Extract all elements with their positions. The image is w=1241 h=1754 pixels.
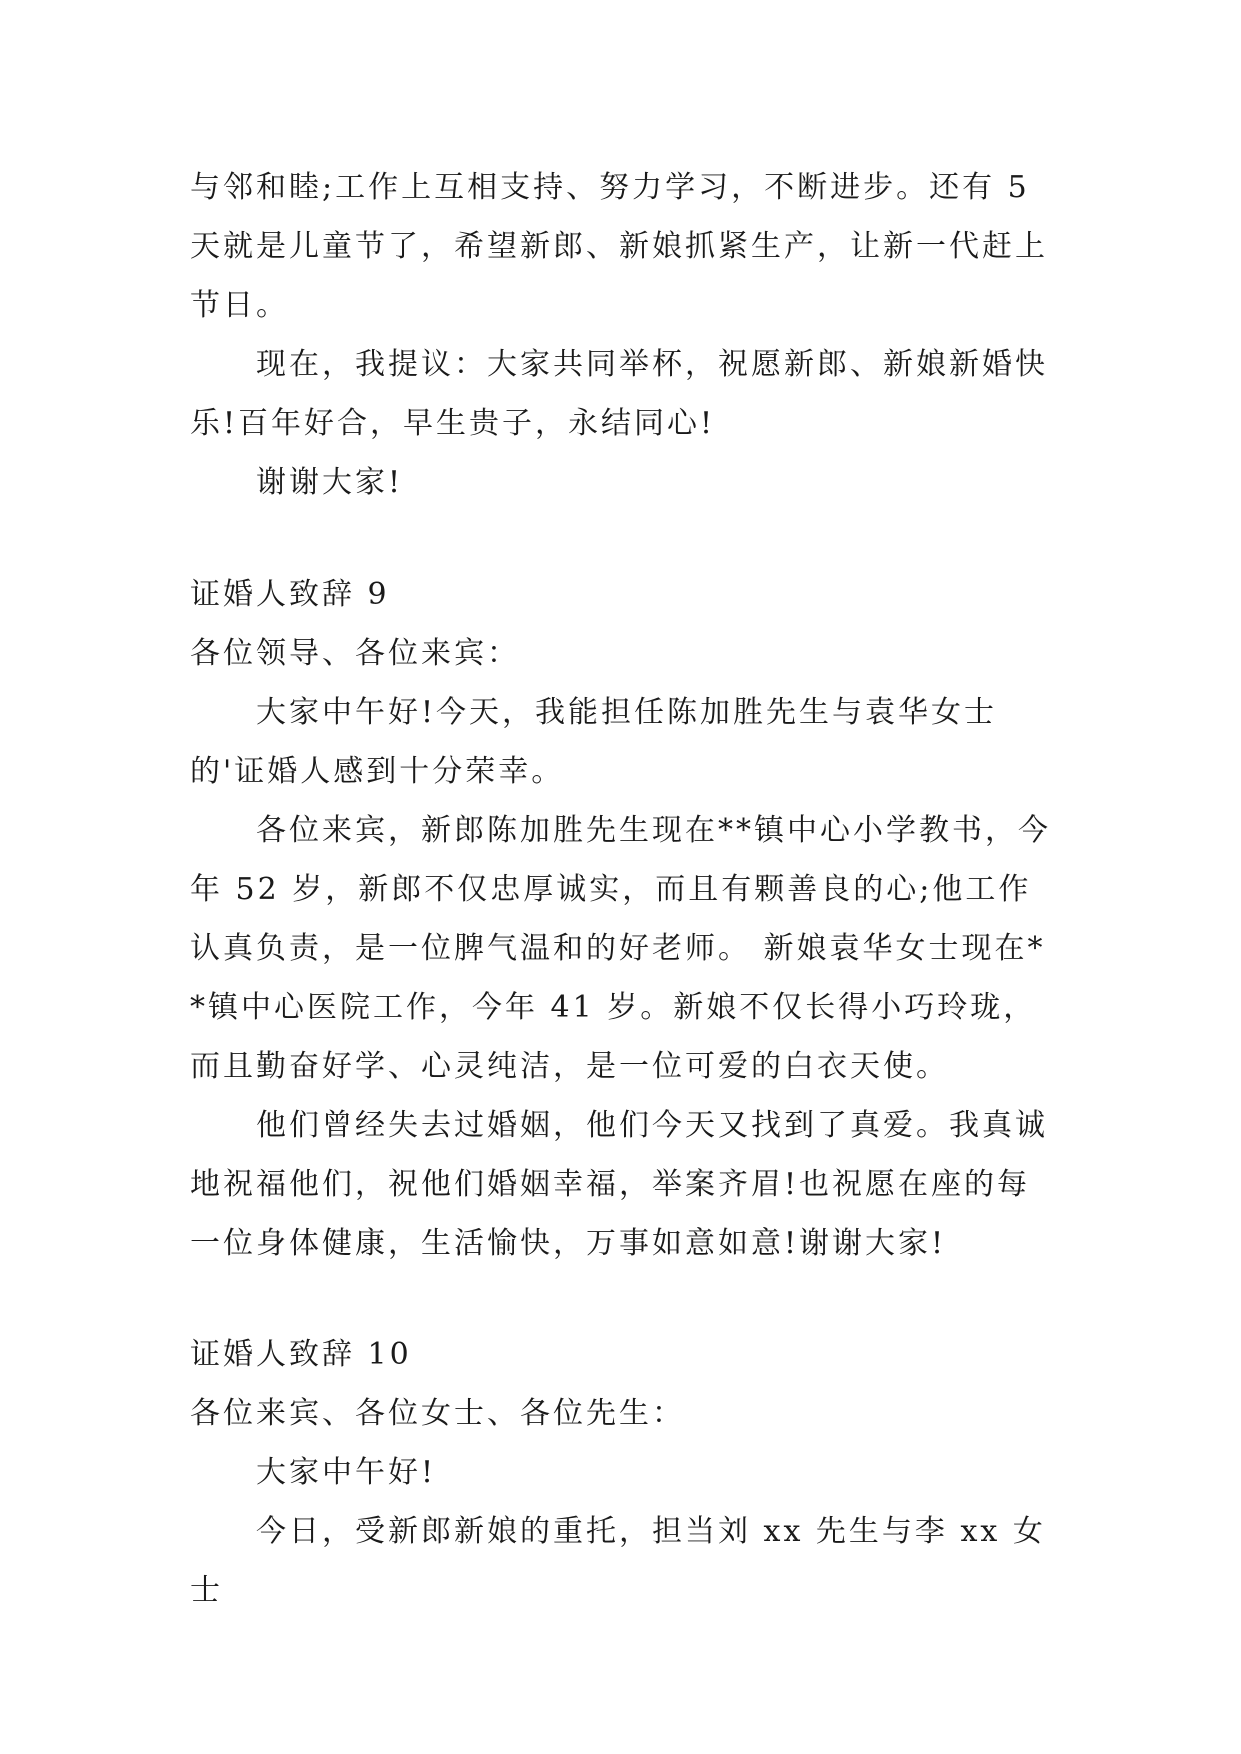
paragraph-toast: 现在，我提议：大家共同举杯，祝愿新郎、新娘新婚快乐!百年好合，早生贵子，永结同心! bbox=[190, 347, 1048, 441]
paragraph-couple-intro: 各位来宾，新郎陈加胜先生现在**镇中心小学教书，今年 52 岁，新郎不仅忠厚诚实，而且有颗善良的心;他工作认真负责，是一位脾气温和的好老师。 新娘袁华女士现在**镇中心医院工作，今年 41 岁。新娘不仅长得小巧玲珑，而且勤奋好学、心灵纯洁，是一位可爱的白衣天使。 bbox=[190, 813, 1051, 1084]
paragraph-entrusted: 今日，受新郎新娘的重托，担当刘 xx 先生与李 xx 女士 bbox=[190, 1514, 1046, 1608]
paragraph-opening: 大家中午好!今天，我能担任陈加胜先生与袁华女士的'证婚人感到十分荣幸。 bbox=[190, 695, 998, 789]
greeting-line: 各位领导、各位来宾： bbox=[190, 636, 520, 671]
greeting-line: 各位来宾、各位女士、各位先生： bbox=[190, 1396, 685, 1431]
paragraph-blessing: 他们曾经失去过婚姻，他们今天又找到了真爱。我真诚地祝福他们，祝他们婚姻幸福，举案齐眉!也祝愿在座的每一位身体健康，生活愉快，万事如意如意!谢谢大家! bbox=[190, 1108, 1048, 1261]
paragraph-opening: 大家中午好! bbox=[256, 1455, 437, 1490]
section-title: 证婚人致辞 10 bbox=[190, 1337, 412, 1372]
section-continued-speech bbox=[190, 158, 1060, 512]
section-title: 证婚人致辞 9 bbox=[190, 577, 390, 612]
section-speech-9 bbox=[190, 565, 1060, 1273]
paragraph-thanks: 谢谢大家! bbox=[256, 465, 404, 500]
paragraph-continued: 与邻和睦;工作上互相支持、努力学习，不断进步。还有 5 天就是儿童节了，希望新郎、新娘抓紧生产，让新一代赶上节日。 bbox=[190, 170, 1048, 323]
section-speech-10 bbox=[190, 1325, 1060, 1620]
